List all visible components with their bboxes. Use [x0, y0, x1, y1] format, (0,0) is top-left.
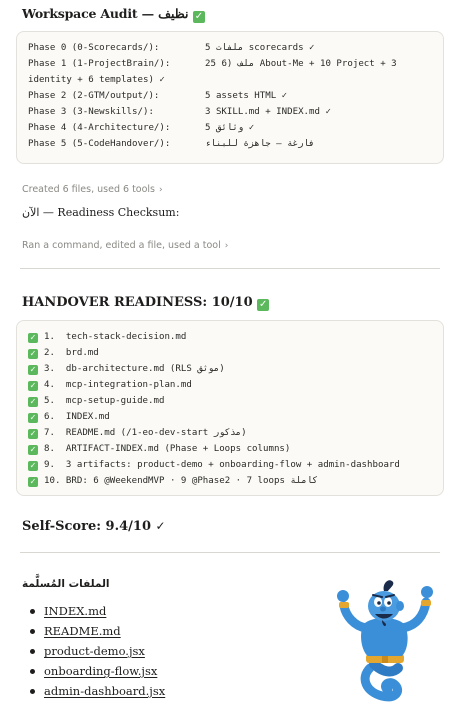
file-link-index[interactable]: INDEX.md [44, 604, 107, 618]
checkbox-checked-icon: ✓ [29, 349, 37, 358]
divider [20, 552, 440, 553]
self-score-text: Self-Score: 9.4/10 [22, 519, 151, 534]
chevron-right-icon: › [224, 241, 229, 251]
phase-code-block [16, 31, 444, 164]
checkbox-checked-icon: ✓ [29, 429, 37, 438]
checkbox-checked-icon: ✓ [29, 397, 37, 406]
check-mark-icon: ✓ [258, 299, 268, 310]
checkbox-checked-icon: ✓ [29, 365, 37, 374]
section-title-workspace-audit [22, 6, 205, 23]
handover-readiness-title [22, 295, 269, 311]
file-link-readme[interactable]: README.md [44, 624, 121, 638]
tool-usage-summary-1[interactable] [22, 184, 163, 195]
readiness-item: ✓ 4. mcp-integration-plan.md [29, 380, 192, 390]
file-link-onboarding-flow[interactable]: onboarding-flow.jsx [44, 664, 158, 678]
checkbox-checked-icon: ✓ [29, 413, 37, 422]
readiness-item: ✓ 3. db-architecture.md (RLS موثق) [29, 364, 225, 374]
chevron-right-icon: › [159, 185, 163, 195]
phase-line: Phase 2 (2-GTM/output/): 5 assets HTML ✓ [28, 91, 288, 101]
phase-line: identity + 6 templates) ✓ [28, 75, 165, 85]
readiness-item: ✓ 5. mcp-setup-guide.md [29, 396, 165, 406]
list-item [26, 681, 165, 701]
self-score [22, 519, 166, 534]
readiness-code-block [16, 320, 444, 496]
readiness-item: ✓ 6. INDEX.md [29, 412, 110, 422]
check-mark-icon: ✓ [155, 519, 166, 533]
readiness-item: ✓ 9. 3 artifacts: product-demo + onboarding-flow + admin-dashboard [29, 460, 400, 470]
phase-line: Phase 5 (5-CodeHandover/): فارغة — جاهزة للبناء [28, 139, 315, 149]
readiness-item: ✓ 8. ARTIFACT-INDEX.md (Phase + Loops columns) [29, 444, 291, 454]
readiness-item: ✓ 10. BRD: 6 @WeekendMVP · 9 @Phase2 · 7 loops كاملة [29, 476, 318, 486]
readiness-item: ✓ 1. tech-stack-decision.md [29, 332, 187, 342]
phase-line: Phase 0 (0-Scorecards/): 5 ملفات scorecards ✓ [28, 43, 315, 53]
delivered-files-list [26, 601, 165, 701]
readiness-item: ✓ 2. brd.md [29, 348, 99, 358]
phase-line: Phase 3 (3-Newskills/): 3 SKILL.md + INDEX.md ✓ [28, 107, 331, 117]
check-mark-icon: ✓ [194, 11, 203, 22]
handover-readiness-text: HANDOVER READINESS: 10/10 [22, 295, 253, 310]
tool-usage-text: Ran a command, edited a file, used a tool [22, 240, 221, 251]
phase-line: Phase 1 (1-ProjectBrain/): 25 ملف (6 About-Me + 10 Project + 3 [28, 59, 397, 69]
tool-usage-summary-2[interactable] [22, 240, 228, 251]
genie-illustration [330, 572, 448, 712]
delivered-files-heading: الملفات المُسلَّمة [22, 578, 110, 590]
readiness-item: ✓ 7. README.md (/1-eo-dev-start مذكور) [29, 428, 247, 438]
readiness-checksum-label: الآن — Readiness Checksum: [22, 206, 180, 219]
workspace-audit-title: Workspace Audit — نظيف [22, 6, 189, 21]
file-link-product-demo[interactable]: product-demo.jsx [44, 644, 145, 658]
checkbox-checked-icon: ✓ [29, 461, 37, 470]
phase-line: Phase 4 (4-Architecture/): 5 وثائق ✓ [28, 123, 255, 133]
checkbox-checked-icon: ✓ [29, 477, 37, 486]
divider [20, 268, 440, 269]
tool-usage-text: Created 6 files, used 6 tools [22, 184, 156, 195]
file-link-admin-dashboard[interactable]: admin-dashboard.jsx [44, 684, 166, 698]
checkbox-checked-icon: ✓ [29, 333, 37, 342]
list-item [26, 641, 165, 661]
list-item [26, 621, 165, 641]
list-item [26, 661, 165, 681]
checkbox-checked-icon: ✓ [29, 381, 37, 390]
list-item [26, 601, 165, 621]
checkbox-checked-icon: ✓ [29, 445, 37, 454]
